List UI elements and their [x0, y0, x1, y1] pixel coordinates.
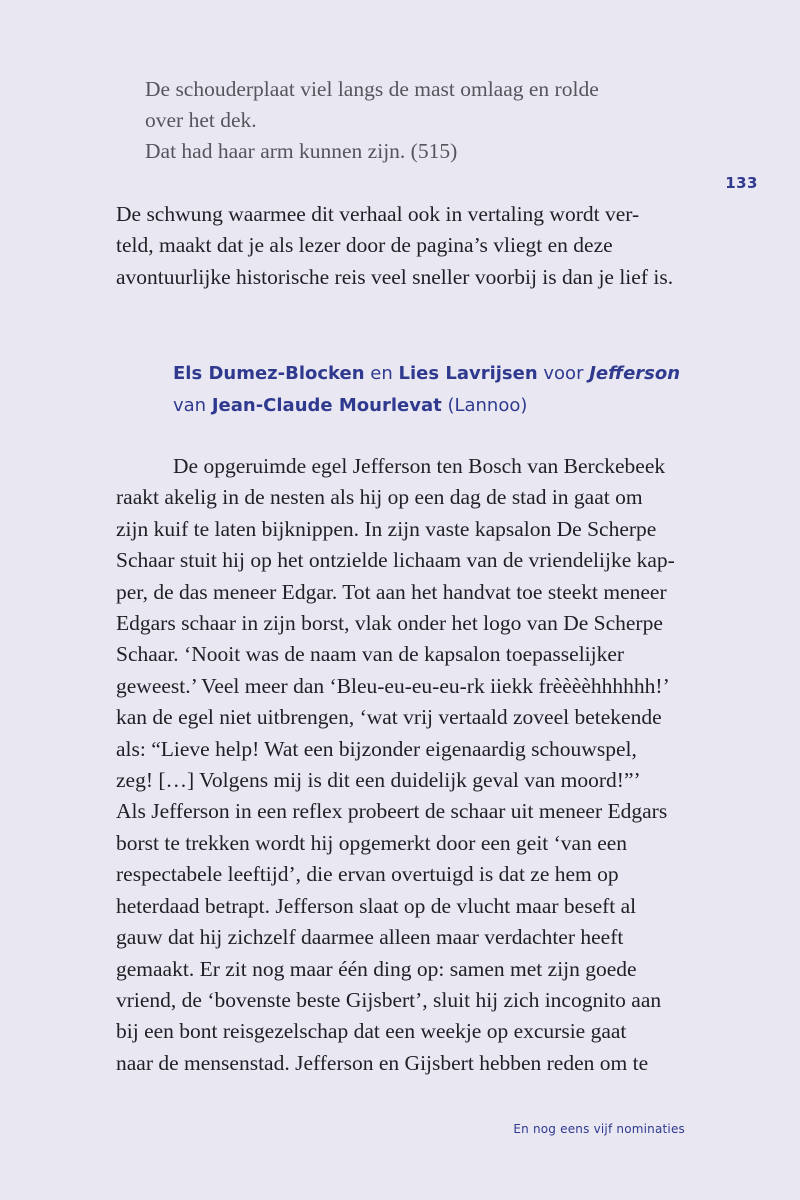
body-line: heterdaad betrapt. Jefferson slaat op de vlucht maar beseft al	[116, 893, 637, 918]
body-line: gauw dat hij zichzelf daarmee alleen maar verdachter heeft	[116, 925, 624, 950]
body-line: geweest.’ Veel meer dan ‘Bleu-eu-eu-eu-rk iiekk frèèèèhhhhhh!’	[116, 673, 670, 698]
body-line: Schaar stuit hij op het ontzielde lichaam van de vriendelijke kap-	[116, 548, 675, 573]
paragraph-line: teld, maakt dat je als lezer door de pagina’s vliegt en deze	[116, 233, 613, 258]
body-line: raakt akelig in de nesten als hij op een dag de stad in gaat om	[116, 485, 643, 510]
conjunction: en	[370, 363, 393, 384]
translator-name: Lies Lavrijsen	[398, 363, 538, 384]
nomination-line-1	[173, 358, 693, 390]
body-line: gemaakt. Er zit nog maar één ding op: samen met zijn goede	[116, 956, 637, 981]
publisher: (Lannoo)	[447, 395, 528, 416]
closing-paragraph	[116, 199, 716, 293]
body-line: Edgars schaar in zijn borst, vlak onder het logo van De Scherpe	[116, 611, 663, 636]
body-line: als: “Lieve help! Wat een bijzonder eigenaardig schouwspel,	[116, 736, 637, 761]
author-name: Jean-Claude Mourlevat	[211, 395, 442, 416]
body-line: naar de mensenstad. Jefferson en Gijsbert hebben reden om te	[116, 1050, 649, 1075]
quote-line: over het dek.	[145, 108, 257, 132]
body-line: per, de das meneer Edgar. Tot aan het handvat toe steekt meneer	[116, 579, 667, 604]
paragraph-line: De schwung waarmee dit verhaal ook in vertaling wordt ver-	[116, 202, 640, 226]
for-word: voor	[543, 363, 584, 384]
body-line: De opgeruimde egel Jefferson ten Bosch van Berckebeek	[173, 454, 666, 478]
translator-name: Els Dumez-Blocken	[173, 363, 365, 384]
by-word: van	[173, 395, 207, 416]
body-line: zeg! […] Volgens mij is dit een duidelijk geval van moord!”’	[116, 768, 641, 793]
block-quote	[145, 74, 705, 167]
body-line: borst te trekken wordt hij opgemerkt door een geit ‘van een	[116, 830, 628, 855]
nomination-line-2	[173, 390, 693, 422]
quote-line: De schouderplaat viel langs de mast omlaag en rolde	[145, 77, 599, 101]
quote-line: Dat had haar arm kunnen zijn. (515)	[145, 139, 458, 163]
nomination-heading	[173, 358, 693, 422]
page-number: 133	[725, 174, 758, 192]
running-footer: En nog eens vijf nominaties	[513, 1122, 685, 1136]
body-line: Schaar. ‘Nooit was de naam van de kapsalon toepasselijker	[116, 642, 625, 667]
body-line: respectabele leeftijd’, die ervan overtuigd is dat ze hem op	[116, 862, 619, 887]
body-line: zijn kuif te laten bijknippen. In zijn vaste kapsalon De Scherpe	[116, 516, 657, 541]
paragraph-line: avontuurlijke historische reis veel sneller voorbij is dan je lief is.	[116, 264, 674, 289]
body-line: bij een bont reisgezelschap dat een weekje op excursie gaat	[116, 1019, 627, 1044]
book-title: Jefferson	[589, 363, 681, 384]
body-text	[116, 451, 716, 1079]
body-line: kan de egel niet uitbrengen, ‘wat vrij vertaald zoveel betekende	[116, 705, 662, 730]
body-line: vriend, de ‘bovenste beste Gijsbert’, sluit hij zich incognito aan	[116, 987, 662, 1012]
body-line: Als Jefferson in een reflex probeert de schaar uit meneer Edgars	[116, 799, 668, 824]
